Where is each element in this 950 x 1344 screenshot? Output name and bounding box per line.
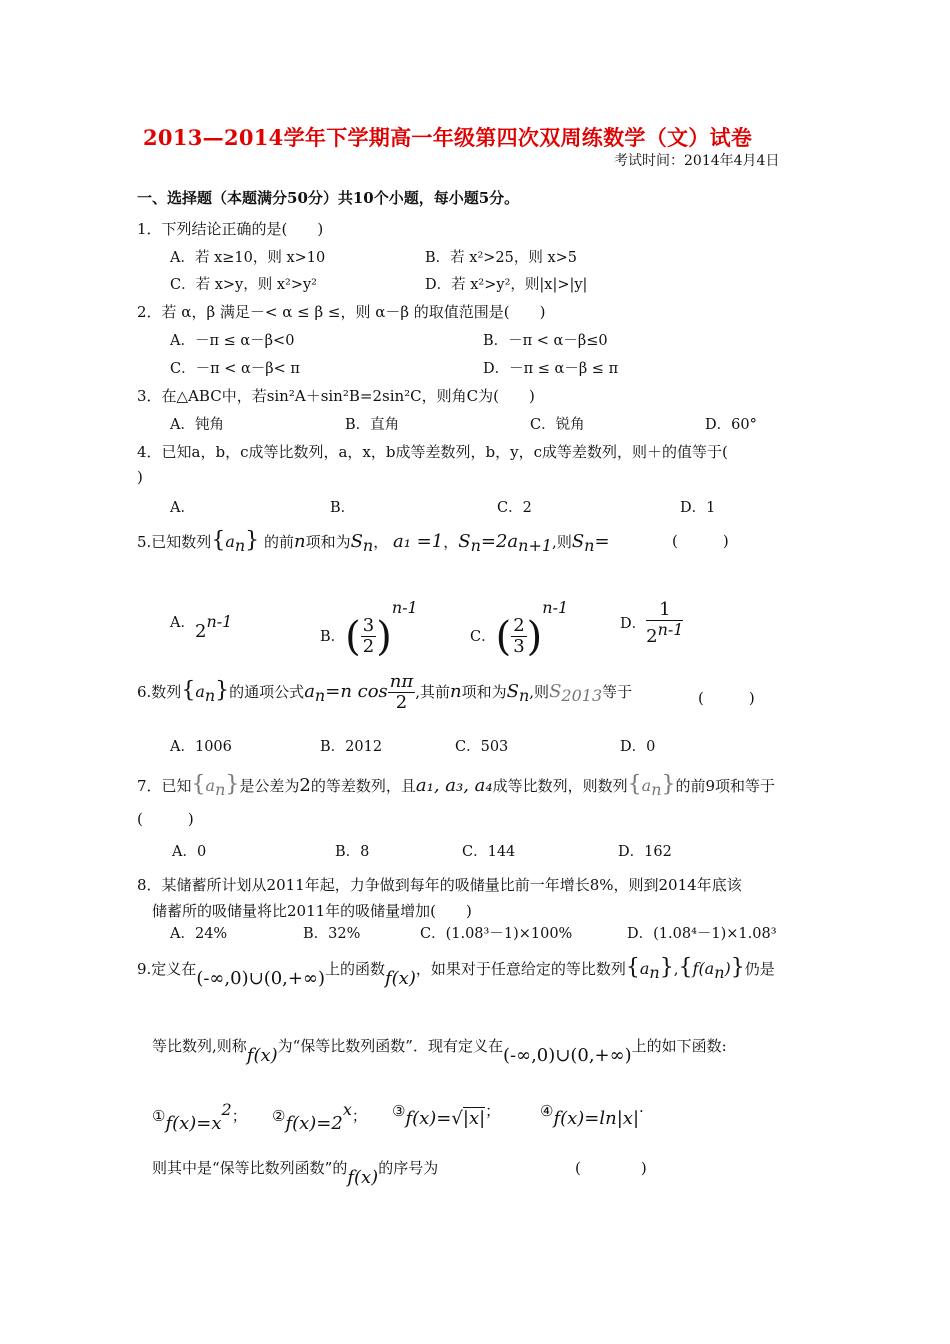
q7-option-b: B．8 [335,844,370,860]
q9-function-1: $①f(x)=x^2$； [152,1100,247,1134]
q3-option-c: C．锐角 [530,417,585,433]
section-heading: 一、选择题（本题满分50分）共10个小题，每小题5分。 [137,189,520,207]
q3-option-d: D．60° [705,417,757,433]
q2-option-b: B．－π < α－β≤0 [483,333,608,349]
q4-option-a: A． [170,500,195,516]
q2-option-a: A．－π ≤ α－β<0 [170,333,295,349]
q5-option-d: D． $\frac{1}{2^{n-1}}$ [620,599,684,647]
q7-option-c: C．144 [462,844,516,860]
q9-stem: 9.定义在(-∞,0)∪(0,+∞)上的函数f(x)，如果对于任意给定的等比数列$\{a_n\},\{f(a_n)\}$仍是 [137,955,775,989]
q4-stem-cont: ) [137,468,143,486]
q4-option-d: D．1 [680,500,716,516]
q9-function-2: $②f(x)=2^x$； [272,1100,367,1134]
q6-option-d: D．0 [620,739,656,755]
q5-option-b: B．( $\frac{3}{2}$ )$^{n-1}$ [320,598,418,660]
q4-option-c: C．2 [497,500,532,516]
q5-option-c: C．( $\frac{2}{3}$ )$^{n-1}$ [470,598,569,660]
q8-option-d: D．(1.08⁴－1)×1.08³ [627,926,777,942]
q5-stem: 5.已知数列$\{a_n\}$ 的前n项和为$S_n$， a₁ =1，$S_n=2a_{n+1}$,则$S_n=$ [137,528,610,555]
q5-option-a: A．2$^{n-1}$ [170,612,233,642]
exam-title: 2013—2014学年下学期高一年级第四次双周练数学（文）试卷 [143,125,753,150]
q6-option-a: A．1006 [170,739,232,755]
q7-stem: 7．已知$\{a_n\}$是公差为2的等差数列，且a₁, a₃, a₄成等比数列，则数列$\{a_n\}$的前9项和等于 [137,772,776,799]
q6-option-b: B．2012 [320,739,383,755]
q9-blank: ( ) [575,1159,647,1177]
q1-option-a: A．若 x≥10，则 x>10 [170,250,326,266]
q1-option-d: D．若 x²>y²，则|x|>|y| [425,277,588,293]
q8-option-b: B．32% [303,926,361,942]
q7-option-d: D．162 [618,844,672,860]
q4-option-b: B． [330,500,356,516]
q8-option-c: C．(1.08³－1)×100% [420,926,573,942]
q2-option-c: C．－π < α－β< π [170,361,300,377]
q9-function-3: ③f(x)=√|x|； [392,1102,501,1129]
q6-blank: ( ) [698,689,755,707]
exam-time: 考试时间：2014年4月4日 [614,153,780,169]
q1-option-b: B．若 x²>25，则 x>5 [425,250,578,266]
q1-stem: 1．下列结论正确的是( ) [137,220,324,238]
q3-option-a: A．钝角 [170,417,224,433]
q8-stem-cont: 储蓄所的吸储量将比2011年的吸储量增加( ) [152,902,472,920]
q4-stem: 4．已知a，b，c成等比数列，a，x，b成等差数列，b，y，c成等差数列，则＋的值等于( [137,443,728,461]
q5-blank: ( ) [672,532,729,550]
q7-blank: ( ) [137,810,194,828]
q1-option-c: C．若 x>y，则 x²>y² [170,277,317,293]
q9-line4: 则其中是“保等比数列函数”的f(x)的序号为 [152,1159,439,1188]
q7-option-a: A．0 [172,844,207,860]
q3-option-b: B．直角 [345,417,400,433]
q6-stem: 6.数列$\{a_n\}$的通项公式$a_n=n$ cos $\frac{n\pi}{2}$ ,其前n项和为$S_n$,则$S_{2013}$等于 [137,671,633,713]
q8-stem: 8．某储蓄所计划从2011年起，力争做到每年的吸储量比前一年增长8%，则到2014年底该 [137,876,742,894]
q2-option-d: D．－π ≤ α－β ≤ π [483,361,619,377]
q9-line2: 等比数列,则称f(x)为“保等比数列函数”．现有定义在(-∞,0)∪(0,+∞)上的如下函数: [152,1037,727,1066]
q8-option-a: A．24% [170,926,228,942]
q9-function-4: ④f(x)=ln|x|· [540,1102,644,1129]
q3-stem: 3．在△ABC中，若sin²A＋sin²B=2sin²C，则角C为( ) [137,387,535,405]
q6-option-c: C．503 [455,739,509,755]
q2-stem: 2．若 α，β 满足－< α ≤ β ≤，则 α－β 的取值范围是( ) [137,303,546,321]
